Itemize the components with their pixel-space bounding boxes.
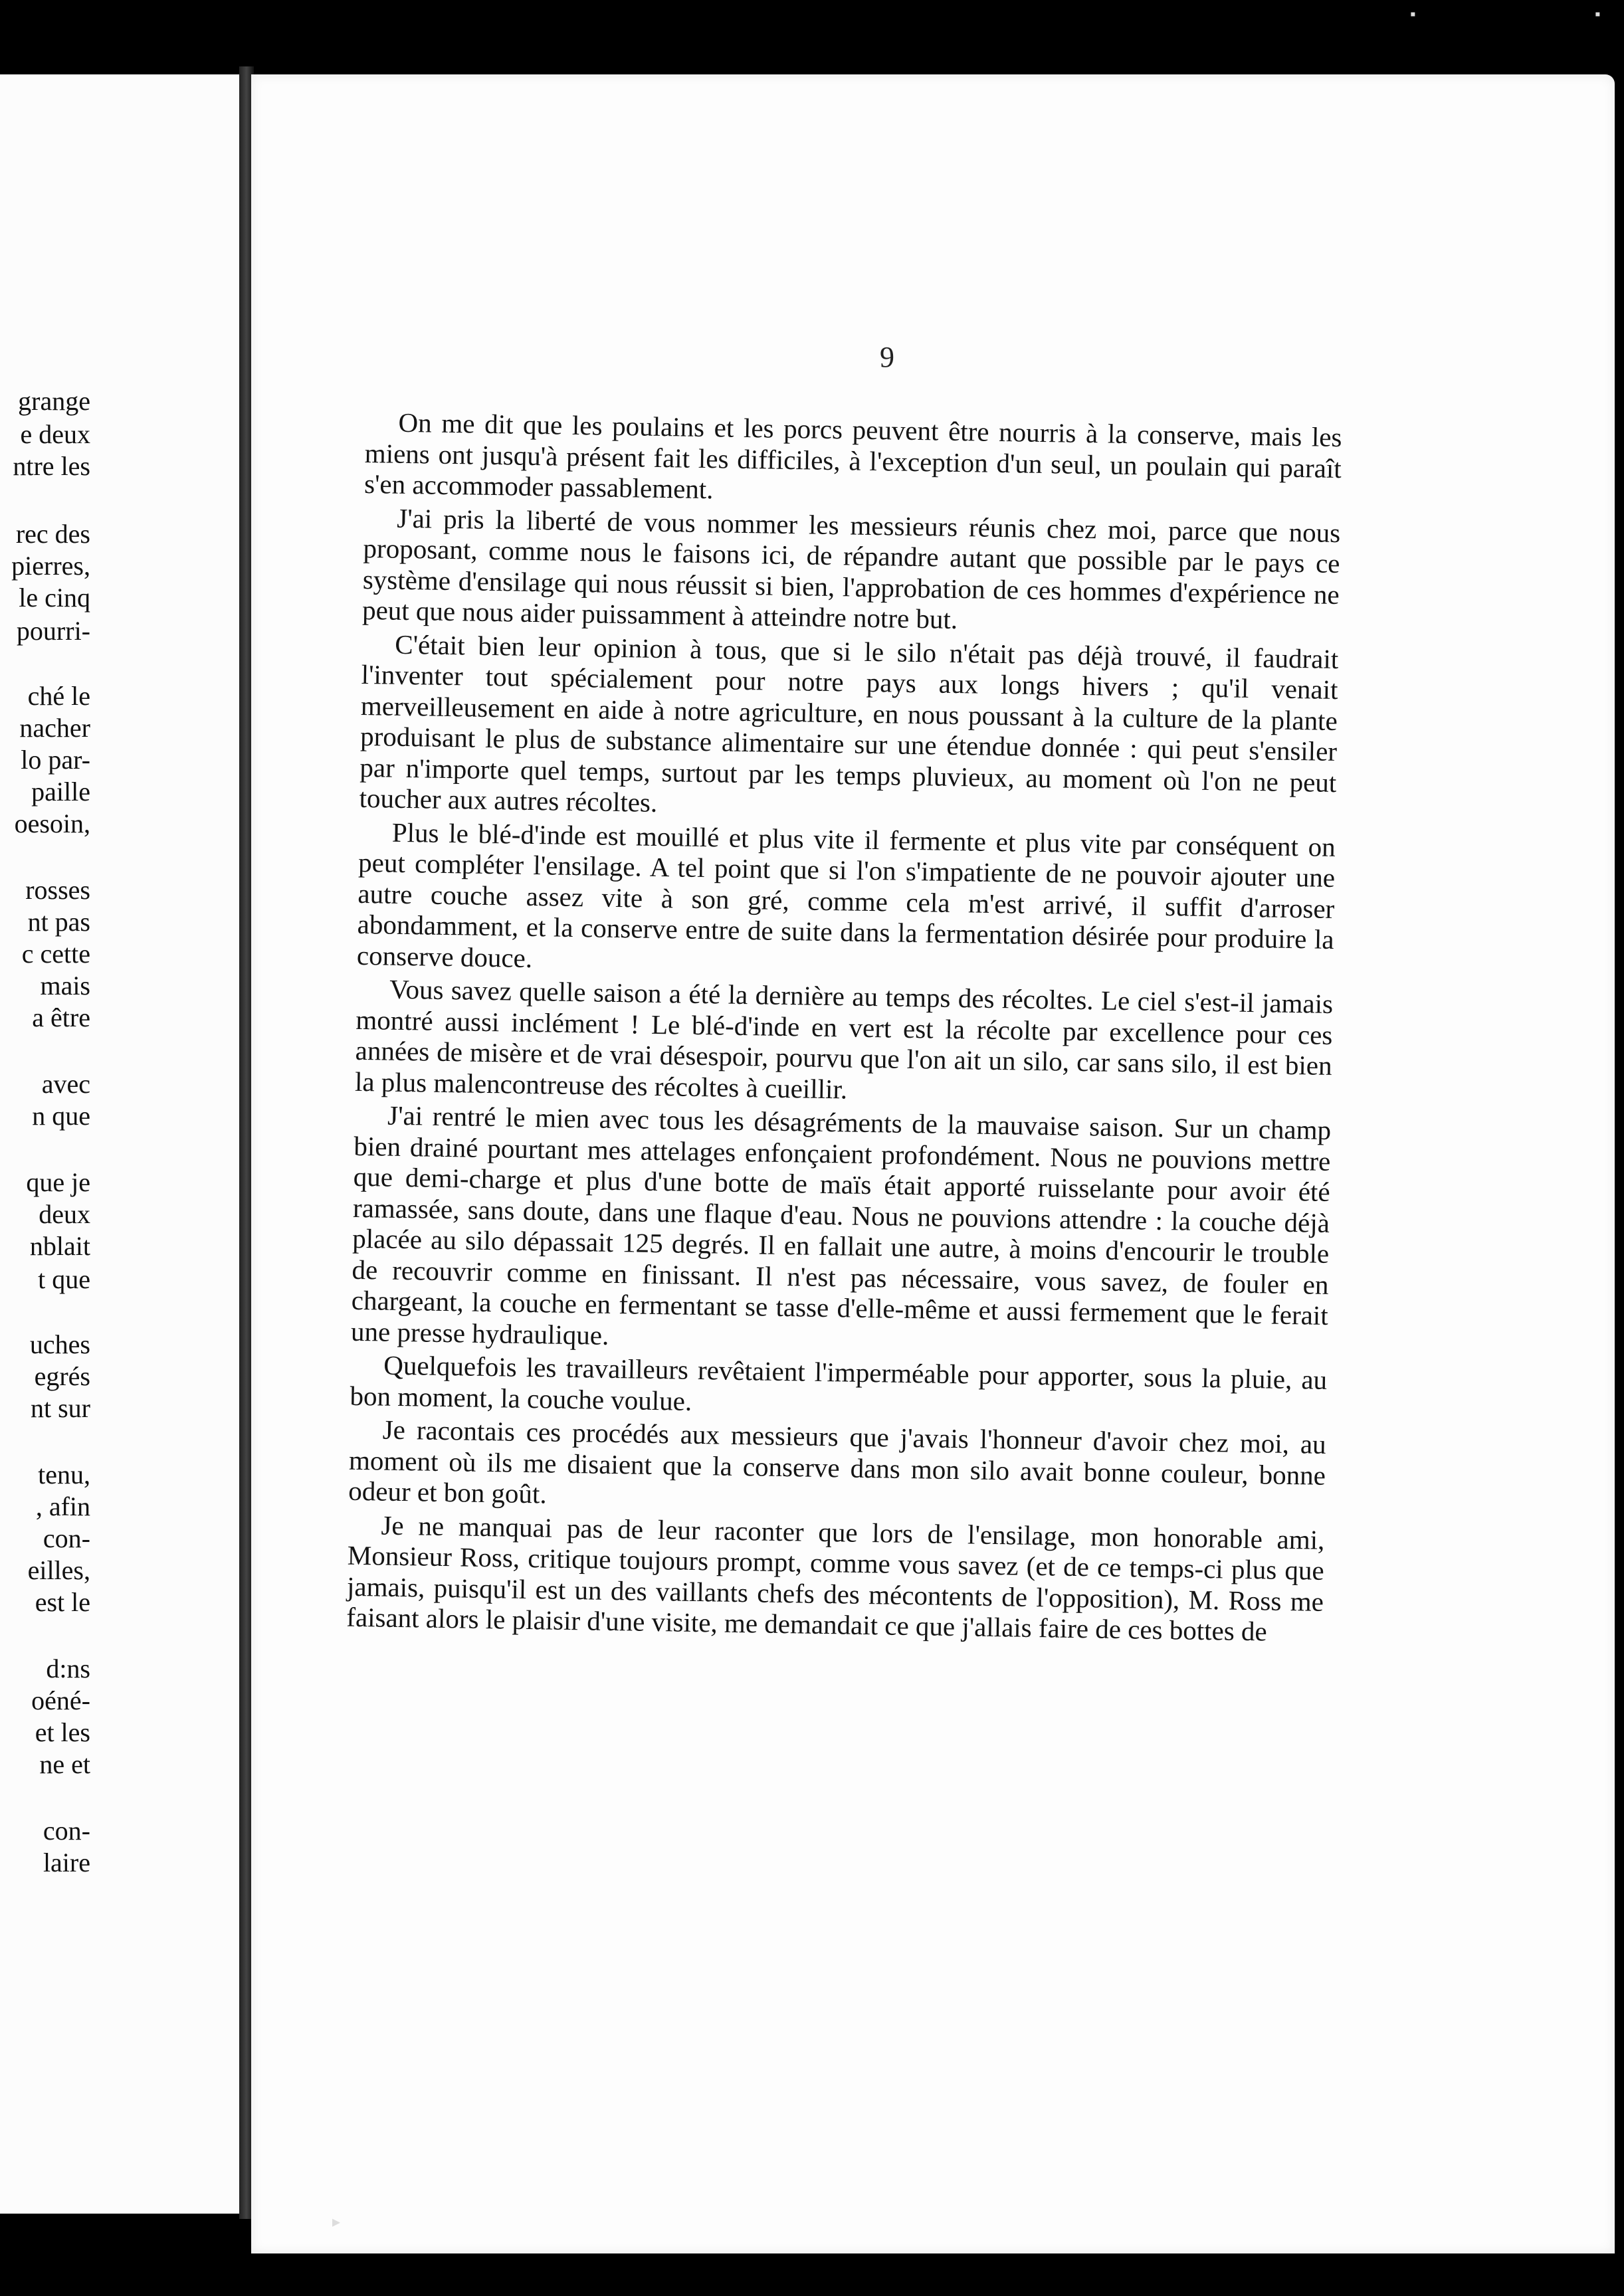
main-page xyxy=(251,74,1615,2253)
left-fragment: nacher xyxy=(19,713,90,743)
left-fragment: uches xyxy=(29,1329,90,1359)
left-fragment: avec xyxy=(41,1069,90,1099)
left-fragment: paille xyxy=(31,777,90,807)
left-fragment: mais xyxy=(40,971,90,1001)
left-fragment: et les xyxy=(35,1717,90,1747)
page-number: 9 xyxy=(880,341,894,373)
left-page-partial xyxy=(0,74,239,2214)
left-fragment: rosses xyxy=(25,875,90,905)
left-fragment: a être xyxy=(32,1003,90,1032)
left-fragment: con- xyxy=(43,1523,90,1553)
left-fragment: que je xyxy=(26,1167,90,1197)
left-fragment: nblait xyxy=(29,1231,90,1261)
paragraph: J'ai rentré le mien avec tous les désagréments de la mauvaise saison. Sur un champ bien drainé pourtant mes attelages enfonçaient profondément. Nous ne pouvions mettre que demi-charge et plus d'une botte de maïs était apporté ruisselante pour avoir été ramassée, sans doute, dans une flaque d'eau. Nous ne pouvions attendre : la couche déjà placée au silo dépassait 125 degrés. Il en fallait une autre, à moins d'encourir le trouble de recouvrir comme en finissant. Il n'est pas nécessaire, vous savez, de fouler en chargeant, la couche en fermentant se tasse d'elle-même et aussi fermement que le ferait une presse hydraulique. xyxy=(350,1100,1332,1351)
paragraph: On me dit que les poulains et les porcs peuvent être nourris à la conserve, mais les miens ont jusqu'à présent fait les difficiles, à l'exception d'un seul, un poulain qui paraît s'en accommoder passablement. xyxy=(363,407,1342,505)
scan-mark: ▸ xyxy=(332,2213,341,2231)
left-fragment: nt pas xyxy=(27,907,90,937)
left-fragment: egrés xyxy=(34,1361,90,1391)
left-fragment: pierres, xyxy=(11,551,90,581)
body-text xyxy=(346,407,1342,1650)
left-fragment: n que xyxy=(32,1101,90,1131)
scan-mark: ▪ xyxy=(1410,5,1416,23)
paragraph: Je ne manquai pas de leur raconter que lors de l'ensilage, mon honorable ami, Monsieur Ross, critique toujours prompt, comme vous savez (et de ce temps-ci plus que jamais, puisqu'il est un des vaillants chefs des mécontents de l'opposition), M. Ross me faisant alors le plaisir d'une visite, me demandait ce que j'allais faire de ces bottes de xyxy=(346,1509,1325,1647)
left-fragment: oesoin, xyxy=(14,809,90,838)
left-fragment: le cinq xyxy=(19,583,90,613)
left-fragment: eilles, xyxy=(27,1555,90,1585)
left-fragment: est le xyxy=(35,1587,90,1617)
paragraph: J'ai pris la liberté de vous nommer les messieurs réunis chez moi, parce que nous proposant, comme nous le faisons ici, de répandre autant que possible par le pays ce système d'ensilage qui nous réussit si bien, l'approbation de ces hommes d'expérience ne peut que nous aider puissamment à atteindre notre but. xyxy=(361,502,1341,635)
left-fragment: tenu, xyxy=(38,1460,90,1489)
paragraph: Je racontais ces procédés aux messieurs que j'avais l'honneur d'avoir chez moi, au moment où ils me disaient que la conserve dans mon silo avait bonne couleur, bonne odeur et bon goût. xyxy=(348,1414,1327,1509)
left-fragment: ché le xyxy=(27,681,90,711)
left-fragment: con- xyxy=(43,1816,90,1846)
left-fragment: t que xyxy=(38,1264,90,1294)
left-fragment: d:ns xyxy=(46,1654,90,1683)
paragraph: Plus le blé-d'inde est mouillé et plus vite il fermente et plus vite par conséquent on peut compléter l'ensilage. A tel point que si l'on s'impatiente de ne pouvoir ajouter une autre couche assez vite à son gré, comme cela m'est arrivé, il suffit d'arroser abondamment, et la conserve entre de suite dans la fermentation désirée pour produire la conserve douce. xyxy=(356,816,1336,973)
scan-mark: ▪ xyxy=(1595,5,1601,23)
left-fragment: c cette xyxy=(21,939,90,969)
paragraph: C'était bien leur opinion à tous, que si le silo n'était pas déjà trouvé, il faudrait l'inventer tout spécialement pour notre pays aux longs hivers ; qu'il venait merveilleusement en aide à notre agriculture, en nous poussant à la culture de la plante produisant le plus de substance alimentaire sur une étendue donnée : qui peut s'ensiler par n'importe quel temps, surtout par les temps pluvieux, au moment où l'on ne peut toucher aux autres récoltes. xyxy=(359,628,1339,818)
paragraph: Vous savez quelle saison a été la dernière au temps des récoltes. Le ciel s'est-il jamais montré aussi inclément ! Le blé-d'inde en vert est la récolte par excellence pour ces années de misère et de vrai désespoir, pourvu que l'on ait un silo, car sans silo, il est bien la plus malencontreuse des récoltes à cueillir. xyxy=(354,973,1334,1105)
left-fragment: deux xyxy=(39,1199,90,1229)
left-fragment: ntre les xyxy=(13,451,90,481)
left-fragment: rec des xyxy=(15,519,90,549)
left-fragment: , afin xyxy=(35,1491,90,1521)
left-fragment: oéné- xyxy=(31,1685,90,1715)
left-fragment: laire xyxy=(43,1848,90,1877)
left-fragment: e deux xyxy=(20,419,90,449)
left-fragment: pourri- xyxy=(16,616,90,646)
left-fragment: ne et xyxy=(39,1749,90,1779)
paragraph: Quelquefois les travailleurs revêtaient l'imperméable pour apporter, sous la pluie, au bon moment, la couche voulue. xyxy=(350,1349,1328,1416)
left-fragment: nt sur xyxy=(31,1393,90,1423)
left-fragment: grange xyxy=(18,386,90,416)
left-fragment: lo par- xyxy=(21,745,90,775)
